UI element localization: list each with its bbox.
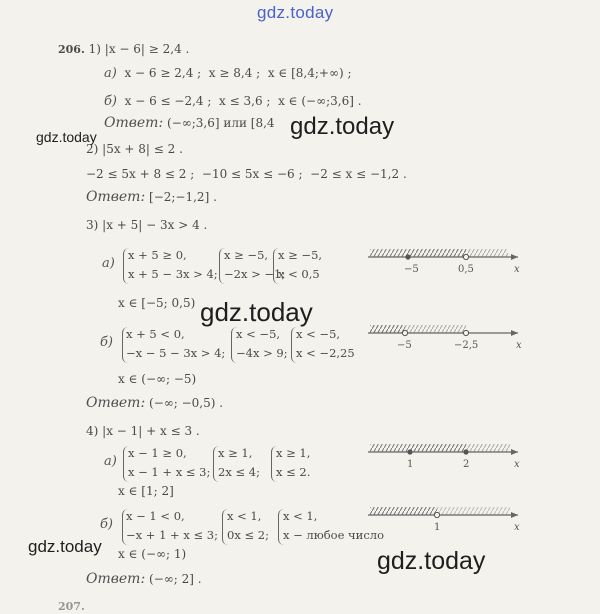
p4-b-number-line	[368, 504, 528, 536]
p4-b-solution: x ∈ (−∞; 1)	[118, 547, 187, 561]
watermark-top: gdz.today	[257, 3, 334, 22]
hatch-region	[370, 325, 466, 333]
point-filled	[463, 449, 468, 454]
p4-b-system-1	[126, 507, 218, 545]
hatch-region	[410, 444, 510, 452]
axis-mark: 1	[434, 522, 441, 533]
eq: x < 0,5	[278, 267, 320, 281]
eq: x < −2,25	[296, 346, 355, 360]
watermark-right2: gdz.today	[377, 547, 486, 575]
eq: x ≥ 1,	[276, 446, 311, 460]
eq: x ≥ 1,	[218, 446, 253, 460]
answer-label: Ответ:	[86, 189, 146, 205]
p3-b-system-3	[296, 325, 355, 363]
axis-mark: 2	[463, 459, 470, 470]
axis-arrow	[511, 449, 518, 455]
axis-mark: 0,5	[458, 264, 474, 275]
point-open	[463, 254, 468, 259]
statement: |5x + 8| ≤ 2 .	[102, 142, 183, 156]
case-text: x − 6 ≤ −2,4 ; x ≤ 3,6 ; x ∈ (−∞;3,6] .	[124, 94, 362, 108]
point-filled	[407, 449, 412, 454]
eq: x + 5 ≥ 0,	[128, 248, 187, 262]
p2-work: −2 ≤ 5x + 8 ≤ 2 ; −10 ≤ 5x ≤ −6 ; −2 ≤ x ≤ −1,2 .	[86, 167, 407, 181]
statement: |x + 5| − 3x > 4 .	[102, 218, 208, 232]
answer-text: (−∞; 2] .	[149, 572, 202, 586]
p4-a-label: а)	[104, 454, 117, 469]
p2-answer	[86, 190, 217, 204]
eq: x ≤ 2.	[276, 465, 311, 479]
p4-b-system-2	[227, 507, 269, 545]
p4-b-label: б)	[100, 517, 114, 532]
problem-number: 206.	[58, 43, 85, 56]
point-open	[463, 330, 468, 335]
p1-case-a	[104, 66, 352, 81]
part-label: 1)	[88, 42, 101, 56]
axis-variable: x	[514, 522, 520, 533]
point-filled	[405, 254, 410, 259]
p4-a-system-1	[128, 444, 210, 482]
answer-label: Ответ:	[86, 571, 146, 587]
eq: −2x > −1;	[224, 267, 286, 281]
p2-header	[86, 142, 183, 156]
axis-variable: x	[516, 340, 522, 351]
p3-b-solution: x ∈ (−∞; −5)	[118, 372, 197, 386]
eq: x − 1 + x ≤ 3;	[128, 465, 211, 479]
statement: |x − 6| ≥ 2,4 .	[104, 42, 190, 56]
p3-a-label: а)	[102, 256, 115, 271]
part-label: 2)	[86, 142, 99, 156]
eq: x + 5 − 3x > 4;	[128, 267, 218, 281]
axis-variable: x	[514, 459, 520, 470]
eq: x ≥ −5,	[278, 248, 323, 262]
next-problem-number: 207.	[58, 600, 85, 613]
eq: x − любое число	[283, 528, 384, 542]
axis-mark: 1	[407, 459, 414, 470]
eq: x < −5,	[296, 327, 341, 341]
case-label: а)	[104, 66, 117, 81]
p1-answer	[104, 116, 275, 130]
p4-header	[86, 424, 200, 438]
p3-b-system-2	[236, 325, 288, 363]
p3-b-system-1	[126, 325, 225, 363]
axis-variable: x	[514, 264, 520, 275]
p3-a-solution: x ∈ [−5; 0,5)	[118, 296, 196, 310]
p3-header	[86, 218, 207, 232]
p3-answer	[86, 396, 223, 410]
p4-answer	[86, 572, 202, 586]
point-open	[434, 512, 439, 517]
p4-a-number-line	[368, 441, 528, 473]
p4-a-solution: x ∈ [1; 2]	[118, 484, 174, 498]
eq: 0x ≤ 2;	[227, 528, 269, 542]
case-text: x − 6 ≥ 2,4 ; x ≥ 8,4 ; x ∈ [8,4;+∞) ;	[124, 66, 352, 80]
problem-206-part1-header	[58, 42, 189, 57]
axis-mark: −5	[404, 264, 419, 275]
statement: |x − 1| + x ≤ 3 .	[102, 424, 200, 438]
eq: x ≥ −5,	[224, 248, 269, 262]
part-label: 4)	[86, 424, 99, 438]
point-open	[402, 330, 407, 335]
eq: x + 5 < 0,	[126, 327, 185, 341]
axis-arrow	[511, 512, 518, 518]
axis-mark: −5	[397, 340, 412, 351]
p3-a-number-line	[368, 246, 528, 278]
eq: −x + 1 + x ≤ 3;	[126, 528, 218, 542]
case-label: б)	[104, 94, 118, 109]
hatch-region	[370, 507, 510, 515]
eq: x − 1 < 0,	[126, 509, 185, 523]
answer-label: Ответ:	[104, 115, 164, 131]
p4-a-system-2	[218, 444, 260, 482]
p3-a-system-1	[128, 246, 218, 284]
eq: 2x ≤ 4;	[218, 465, 260, 479]
answer-text: [−2;−1,2] .	[149, 190, 217, 204]
p4-a-system-3	[276, 444, 310, 482]
axis-arrow	[511, 254, 518, 260]
eq: x < 1,	[283, 509, 318, 523]
eq: −x − 5 − 3x > 4;	[126, 346, 226, 360]
p3-b-label: б)	[100, 335, 114, 350]
answer-text: (−∞; −0,5) .	[149, 396, 224, 410]
axis-arrow	[511, 330, 518, 336]
watermark-center: gdz.today	[200, 297, 313, 327]
hatch-region	[408, 249, 508, 257]
eq: −4x > 9;	[236, 346, 288, 360]
answer-text: (−∞;3,6] или [8,4	[167, 116, 275, 130]
watermark-answer1: gdz.today	[290, 113, 395, 140]
axis-mark: −2,5	[454, 340, 479, 351]
eq: x − 1 ≥ 0,	[128, 446, 187, 460]
p3-a-system-3	[278, 246, 322, 284]
watermark-left2: gdz.today	[28, 537, 102, 556]
eq: x < −5,	[236, 327, 281, 341]
p1-case-b	[104, 94, 362, 109]
part-label: 3)	[86, 218, 99, 232]
answer-label: Ответ:	[86, 395, 146, 411]
p3-b-number-line	[368, 322, 528, 354]
watermark-left1: gdz.today	[36, 129, 97, 145]
eq: x < 1,	[227, 509, 262, 523]
